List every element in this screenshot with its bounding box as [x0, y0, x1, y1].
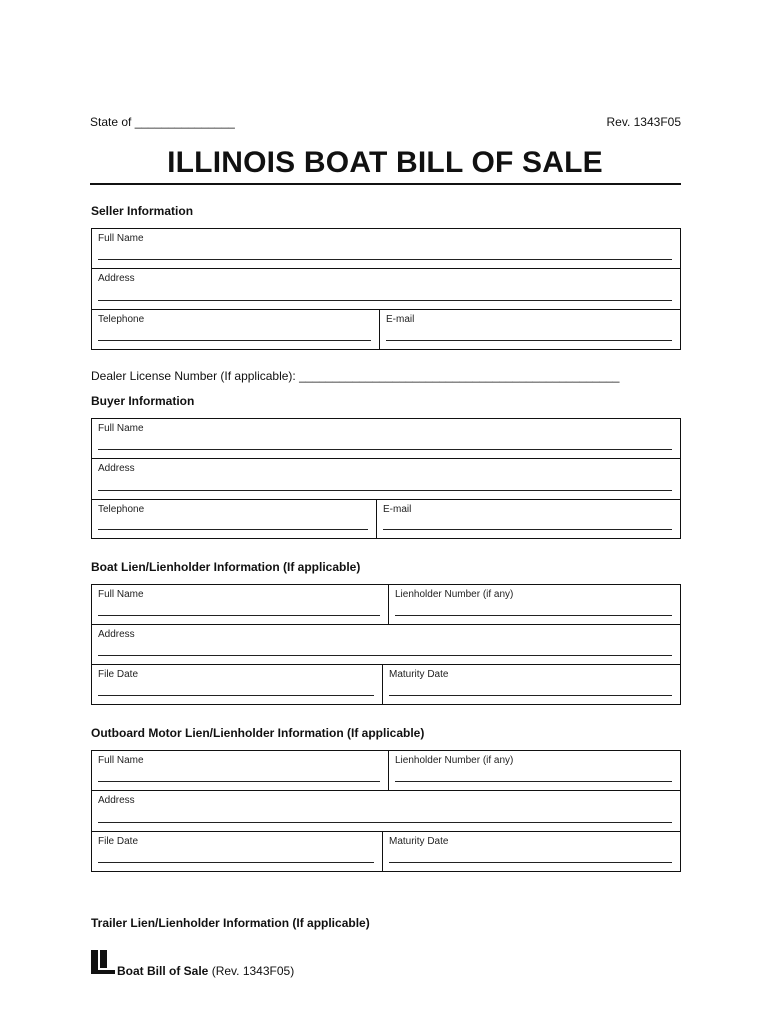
motor-lien-maturity-date-cell[interactable] [383, 832, 680, 871]
boat-lienholder-number-label: Lienholder Number (if any) [395, 589, 514, 600]
motor-lien-maturity-date-label: Maturity Date [389, 836, 449, 847]
motor-lien-full-name-cell[interactable] [92, 751, 389, 790]
buyer-telephone-line[interactable] [98, 529, 368, 530]
boat-lien-maturity-date-cell[interactable] [383, 665, 680, 704]
seller-box [91, 228, 681, 350]
buyer-heading: Buyer Information [91, 394, 195, 408]
motor-lien-full-name-label: Full Name [98, 755, 144, 766]
boat-lien-full-name-cell[interactable] [92, 585, 389, 624]
motor-lienholder-number-line[interactable] [395, 781, 672, 782]
buyer-email-label: E-mail [383, 504, 412, 515]
motor-lien-full-name-line[interactable] [98, 781, 380, 782]
motor-lien-dates-row [92, 832, 680, 871]
seller-email-line[interactable] [386, 340, 672, 341]
boat-lien-file-date-label: File Date [98, 669, 139, 680]
boat-lien-address-line[interactable] [98, 655, 672, 656]
boat-lien-heading: Boat Lien/Lienholder Information (If applicable) [91, 560, 361, 574]
trailer-lien-heading: Trailer Lien/Lienholder Information (If applicable) [91, 916, 370, 930]
dealer-license-field[interactable]: Dealer License Number (If applicable): ________________________________________________ [91, 369, 620, 383]
boat-lien-dates-row [92, 665, 680, 704]
footer-doc-name: Boat Bill of Sale [117, 964, 209, 978]
motor-lien-file-date-label: File Date [98, 836, 139, 847]
motor-lien-address-line[interactable] [98, 822, 672, 823]
seller-email-label: E-mail [386, 314, 415, 325]
boat-lien-file-date-line[interactable] [98, 695, 374, 696]
page-title: ILLINOIS BOAT BILL OF SALE [167, 146, 603, 179]
motor-lien-box [91, 750, 681, 872]
buyer-email-line[interactable] [383, 529, 672, 530]
boat-lien-maturity-date-label: Maturity Date [389, 669, 449, 680]
motor-lien-address-label: Address [98, 795, 135, 806]
motor-lien-address-row[interactable] [92, 791, 680, 832]
seller-email-cell[interactable] [380, 310, 680, 349]
motor-lienholder-number-cell[interactable] [389, 751, 680, 790]
motor-lien-maturity-date-line[interactable] [389, 862, 672, 863]
seller-address-line[interactable] [98, 300, 672, 301]
seller-address-label: Address [98, 273, 135, 284]
footer [117, 964, 294, 978]
boat-lien-full-name-line[interactable] [98, 615, 380, 616]
motor-lien-name-row [92, 751, 680, 791]
buyer-telephone-label: Telephone [98, 504, 145, 515]
motor-lien-file-date-cell[interactable] [92, 832, 383, 871]
boat-lien-full-name-label: Full Name [98, 589, 144, 600]
motor-lienholder-number-label: Lienholder Number (if any) [395, 755, 514, 766]
seller-telephone-label: Telephone [98, 314, 145, 325]
state-of-field[interactable]: State of _______________ [90, 115, 235, 129]
brand-logo-icon [91, 950, 115, 974]
seller-telephone-cell[interactable] [92, 310, 380, 349]
seller-telephone-line[interactable] [98, 340, 371, 341]
buyer-address-row[interactable] [92, 459, 680, 500]
boat-lien-maturity-date-line[interactable] [389, 695, 672, 696]
buyer-box [91, 418, 681, 539]
buyer-full-name-line[interactable] [98, 449, 672, 450]
motor-lien-heading: Outboard Motor Lien/Lienholder Information (If applicable) [91, 726, 425, 740]
boat-lien-file-date-cell[interactable] [92, 665, 383, 704]
buyer-full-name-row[interactable] [92, 419, 680, 459]
buyer-address-line[interactable] [98, 490, 672, 491]
seller-address-row[interactable] [92, 269, 680, 310]
boat-lien-address-row[interactable] [92, 625, 680, 665]
boat-lienholder-number-line[interactable] [395, 615, 672, 616]
seller-full-name-label: Full Name [98, 233, 144, 244]
boat-lien-box [91, 584, 681, 705]
buyer-full-name-label: Full Name [98, 423, 144, 434]
buyer-contact-row [92, 500, 680, 538]
seller-heading: Seller Information [91, 204, 194, 218]
seller-full-name-row[interactable] [92, 229, 680, 269]
seller-full-name-line[interactable] [98, 259, 672, 260]
buyer-email-cell[interactable] [377, 500, 680, 538]
seller-contact-row [92, 310, 680, 349]
buyer-address-label: Address [98, 463, 135, 474]
boat-lien-address-label: Address [98, 629, 135, 640]
footer-revision: (Rev. 1343F05) [211, 964, 295, 978]
revision-label: Rev. 1343F05 [606, 115, 681, 129]
boat-lien-name-row [92, 585, 680, 625]
title-rule [90, 183, 681, 185]
buyer-telephone-cell[interactable] [92, 500, 377, 538]
motor-lien-file-date-line[interactable] [98, 862, 374, 863]
boat-lienholder-number-cell[interactable] [389, 585, 680, 624]
